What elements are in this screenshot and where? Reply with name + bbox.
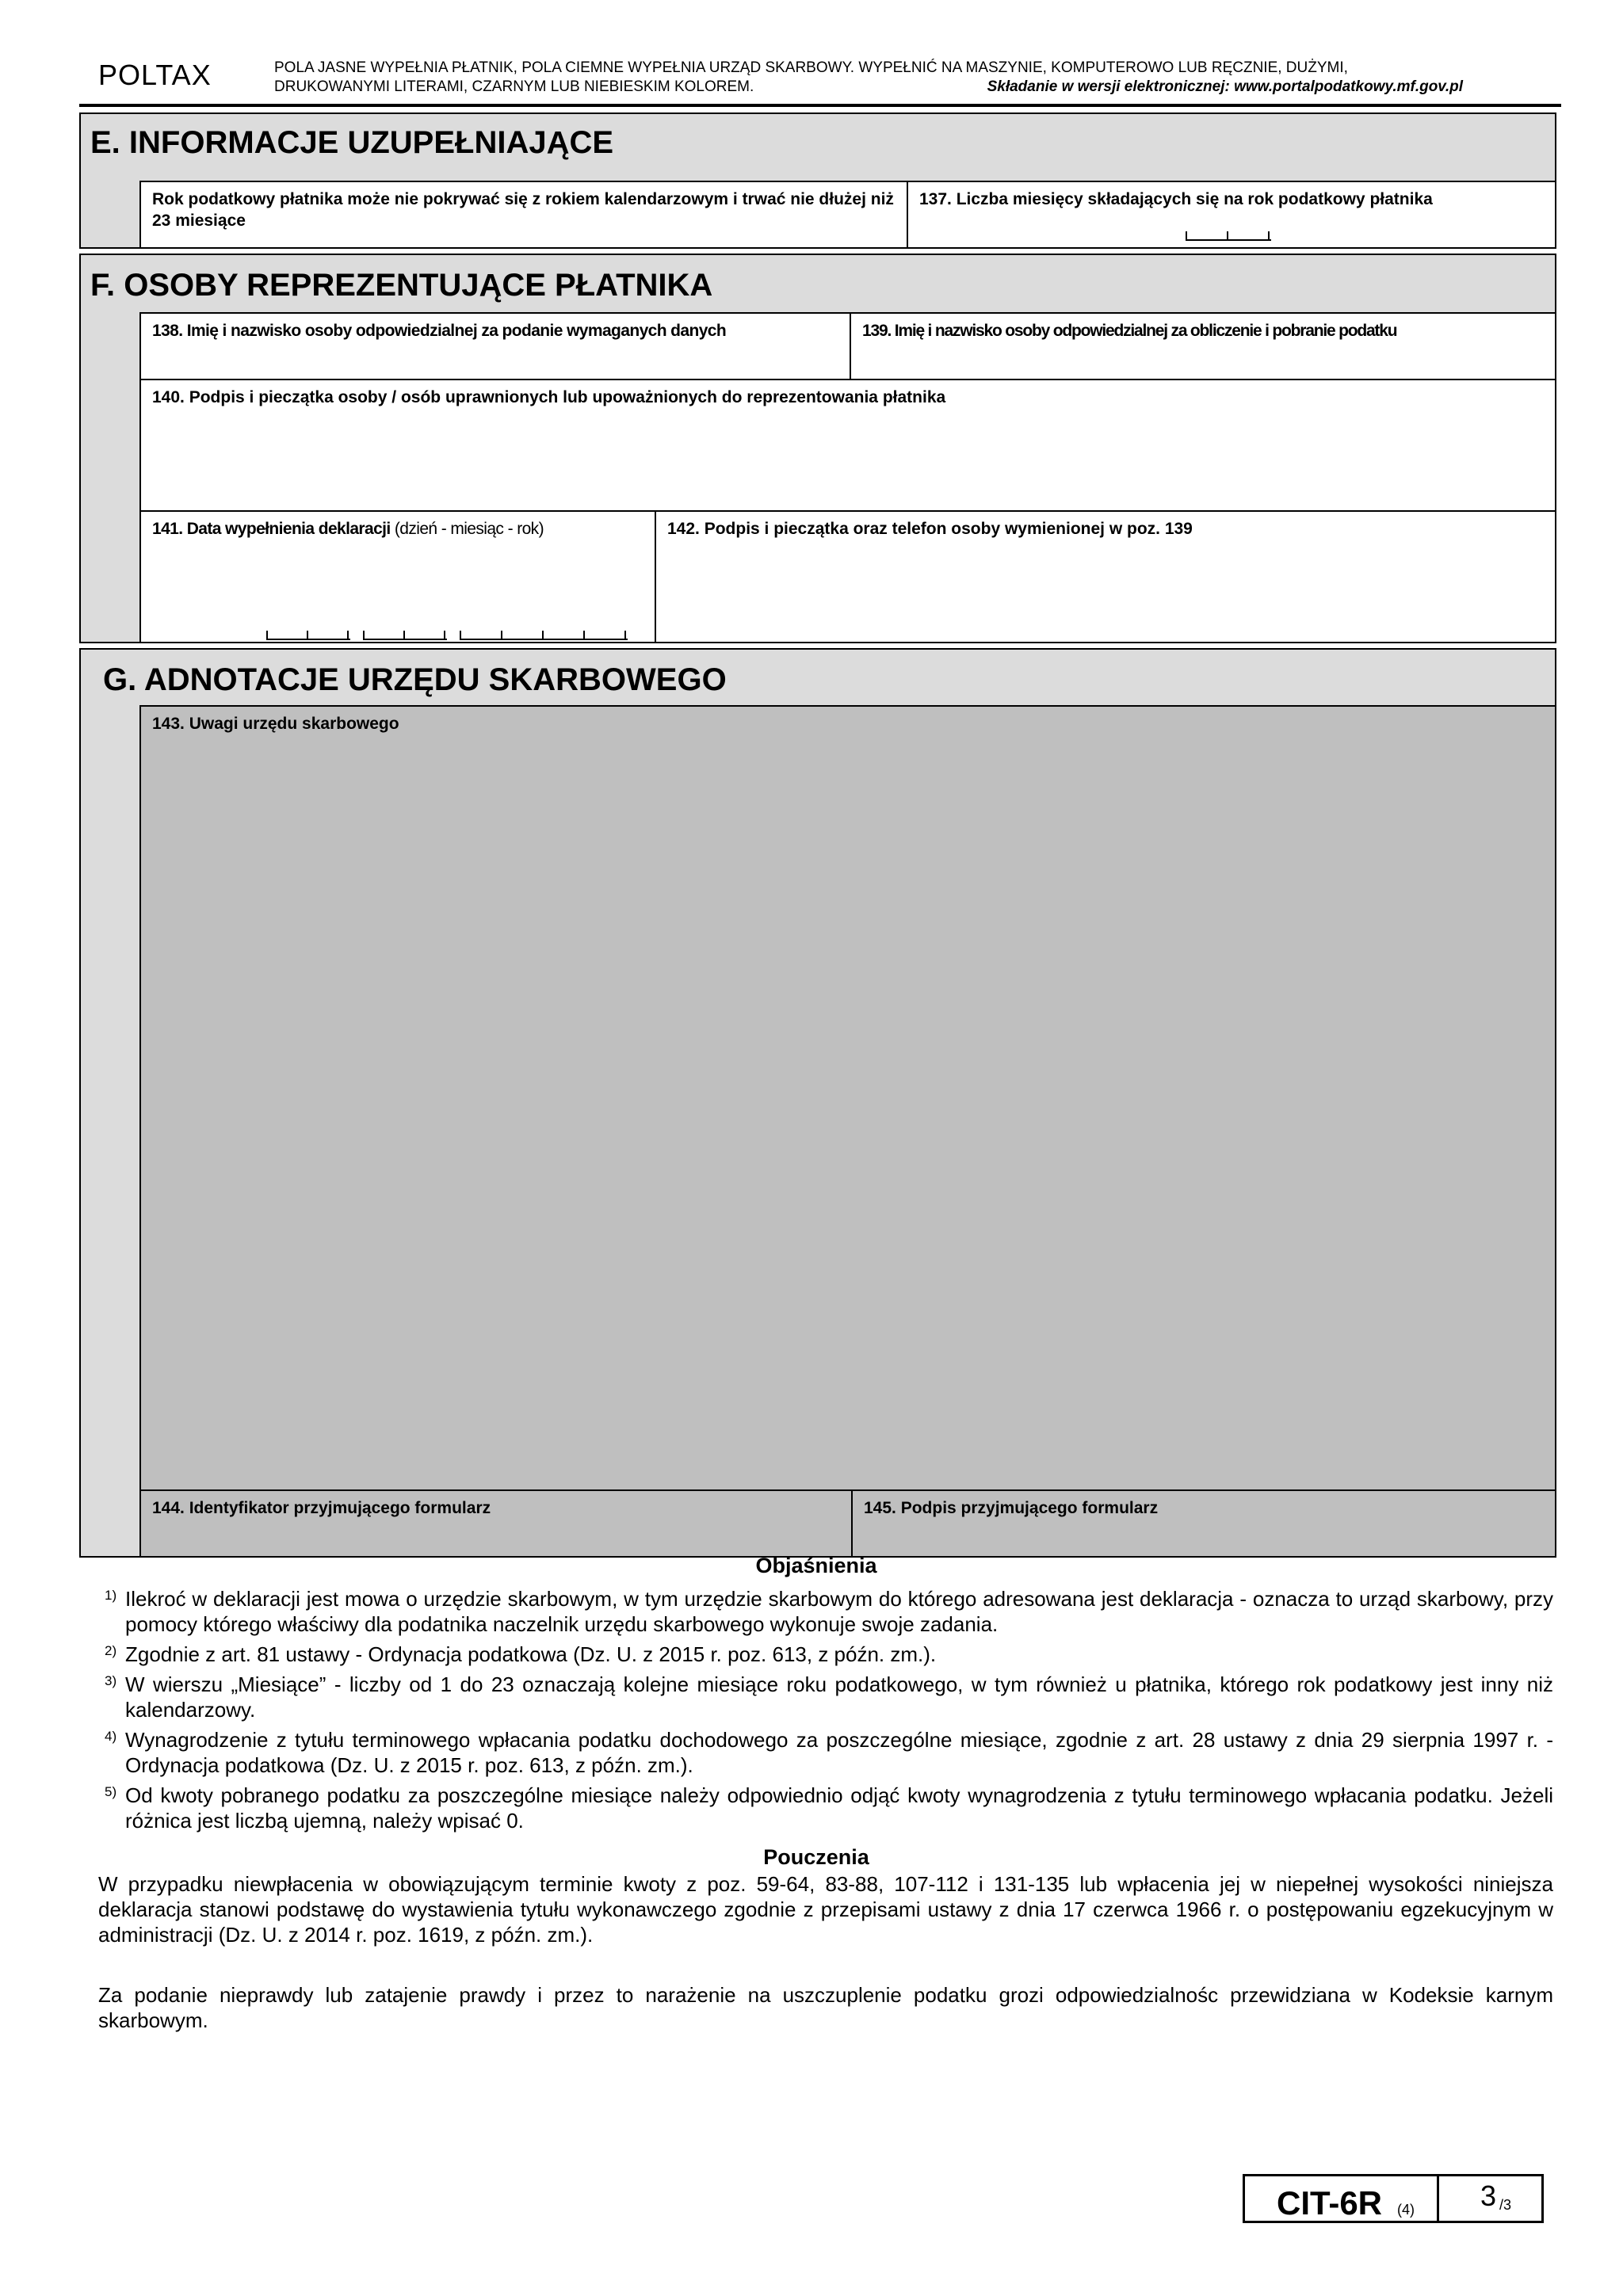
- field-140-signature[interactable]: [139, 379, 1556, 512]
- header-divider: [79, 104, 1561, 107]
- field-141-label: 141. Data wypełnienia deklaracji: [152, 520, 391, 538]
- field-137-digit-boxes[interactable]: [1186, 228, 1271, 241]
- header-note-line2-row: [274, 78, 1463, 97]
- form-version: (4): [1397, 2202, 1415, 2218]
- footnote-3: [79, 1672, 1553, 1722]
- field-138-label: 138. Imię i nazwisko osoby odpowiedzialnej za podanie wymaganych danych: [152, 322, 727, 340]
- footnote-3-text: W wierszu „Miesiące” - liczby od 1 do 23 oznaczają kolejne miesiące roku podatkowego, w tym również u płatnika, którego rok podatkowy jest inny niż kalendarzowy.: [125, 1672, 1553, 1722]
- footnote-1: [79, 1586, 1553, 1637]
- header-note-line2: DRUKOWANYMI LITERAMI, CZARNYM LUB NIEBIESKIM KOLOREM.: [274, 78, 754, 95]
- footnote-4: [79, 1727, 1553, 1778]
- field-144-label: 144. Identyfikator przyjmującego formularz: [152, 1499, 491, 1517]
- field-144-receiver-id: [139, 1489, 853, 1558]
- header-instructions: [274, 59, 1463, 97]
- page-number: 3: [1480, 2180, 1497, 2212]
- date-day-boxes[interactable]: [266, 627, 350, 640]
- field-141-date[interactable]: [139, 510, 656, 643]
- footnote-1-text: Ilekroć w deklaracji jest mowa o urzędzie skarbowym, w tym urzędzie skarbowym do którego adresowana jest deklaracja - oznacza to urząd skarbowy, przy pomocy którego właściwy dla podatnika naczelnik urzędu skarbowego wykonuje swoje zadania.: [125, 1587, 1553, 1636]
- header-note-line1: POLA JASNE WYPEŁNIA PŁATNIK, POLA CIEMNE WYPEŁNIA URZĄD SKARBOWY. WYPEŁNIĆ NA MASZYNIE, KOMPUTEROWO LUB RĘCZNIE, DUŻYMI,: [274, 59, 1348, 76]
- field-142-signature-phone[interactable]: [655, 510, 1556, 643]
- explanations-title: Objaśnienia: [755, 1554, 877, 1577]
- form-code: CIT-6R: [1277, 2184, 1383, 2222]
- field-139-name-calc[interactable]: [850, 312, 1556, 380]
- poltax-logo: POLTAX: [98, 59, 212, 91]
- footnote-2-mark: 2): [105, 1643, 117, 1658]
- explanations-block: [79, 1553, 1553, 2033]
- field-143-label: 143. Uwagi urzędu skarbowego: [152, 715, 399, 733]
- field-141-hint: (dzień - miesiąc - rok): [394, 520, 544, 538]
- section-g: [79, 648, 1556, 1558]
- field-141-label-row: [152, 518, 645, 540]
- field-137-months-count[interactable]: [907, 181, 1556, 249]
- section-g-title: G. ADNOTACJE URZĘDU SKARBOWEGO: [103, 662, 727, 697]
- section-e: [79, 113, 1556, 249]
- footnote-5-text: Od kwoty pobranego podatku za poszczególne miesiące należy odpowiednio odjąć kwoty wynagrodzenia z tytułu terminowego wpłacania podatku. Jeżeli różnica jest liczbą ujemną, należy wpisać 0.: [125, 1783, 1553, 1833]
- field-140-label: 140. Podpis i pieczątka osoby / osób uprawnionych lub upoważnionych do reprezentowania płatnika: [152, 388, 946, 406]
- field-139-label: 139. Imię i nazwisko osoby odpowiedzialnej za obliczenie i pobranie podatku: [862, 322, 1397, 340]
- footnote-4-text: Wynagrodzenie z tytułu terminowego wpłacania podatku dochodowego za poszczególne miesiące, zgodnie z art. 28 ustawy z dnia 29 sierpnia 1997 r. - Ordynacja podatkowa (Dz. U. z 2015 r. poz. 613, z późn. zm.).: [125, 1728, 1553, 1777]
- field-142-label: 142. Podpis i pieczątka oraz telefon osoby wymienionej w poz. 139: [667, 520, 1193, 538]
- page-number-box: [1439, 2174, 1544, 2223]
- field-138-name-data[interactable]: [139, 312, 851, 380]
- header-electronic-url: Składanie w wersji elektronicznej: www.portalpodatkowy.mf.gov.pl: [987, 78, 1463, 95]
- footnote-5: [79, 1783, 1553, 1833]
- section-e-info-box: [139, 181, 908, 249]
- instructions-title: Pouczenia: [763, 1845, 869, 1869]
- page-total: /3: [1499, 2197, 1512, 2213]
- section-f: [79, 254, 1556, 643]
- footnote-3-mark: 3): [105, 1673, 117, 1688]
- field-143-office-notes: [139, 705, 1556, 1491]
- section-f-title: F. OSOBY REPREZENTUJĄCE PŁATNIKA: [90, 268, 713, 303]
- footnote-2-text: Zgodnie z art. 81 ustawy - Ordynacja podatkowa (Dz. U. z 2015 r. poz. 613, z późn. zm.).: [125, 1642, 937, 1666]
- field-145-label: 145. Podpis przyjmującego formularz: [864, 1499, 1159, 1517]
- footnote-4-mark: 4): [105, 1729, 117, 1744]
- field-137-label: 137. Liczba miesięcy składających się na rok podatkowy płatnika: [919, 190, 1433, 208]
- instructions-text: W przypadku niewpłacenia w obowiązującym terminie kwoty z poz. 59-64, 83-88, 107-112 i 131-135 lub wpłacenia jej w niepełnej wysokości niniejsza deklaracja stanowi podstawę do wystawienia tytułu wykonawczego zgodnie z przepisami ustawy z dnia 17 czerwca 1966 r. o postępowaniu egzekucyjnym w administracji (Dz. U. z 2014 r. poz. 1619, z późn. zm.).: [98, 1872, 1553, 1947]
- form-code-box: [1243, 2174, 1439, 2223]
- footnote-2: [79, 1642, 1553, 1667]
- field-145-receiver-signature: [851, 1489, 1556, 1558]
- section-e-title: E. INFORMACJE UZUPEŁNIAJĄCE: [90, 125, 614, 160]
- date-year-boxes[interactable]: [460, 627, 628, 640]
- section-e-info-text: Rok podatkowy płatnika może nie pokrywać się z rokiem kalendarzowym i trwać nie dłużej niż 23 miesiące: [152, 190, 894, 230]
- date-month-boxes[interactable]: [363, 627, 447, 640]
- liability-warning: Za podanie nieprawdy lub zatajenie prawdy i przez to narażenie na uszczuplenie podatku grozi odpowiedzialnośc przewidziana w Kodeksie karnym skarbowym.: [98, 1983, 1553, 2032]
- footnote-1-mark: 1): [105, 1588, 117, 1603]
- footnote-5-mark: 5): [105, 1784, 117, 1799]
